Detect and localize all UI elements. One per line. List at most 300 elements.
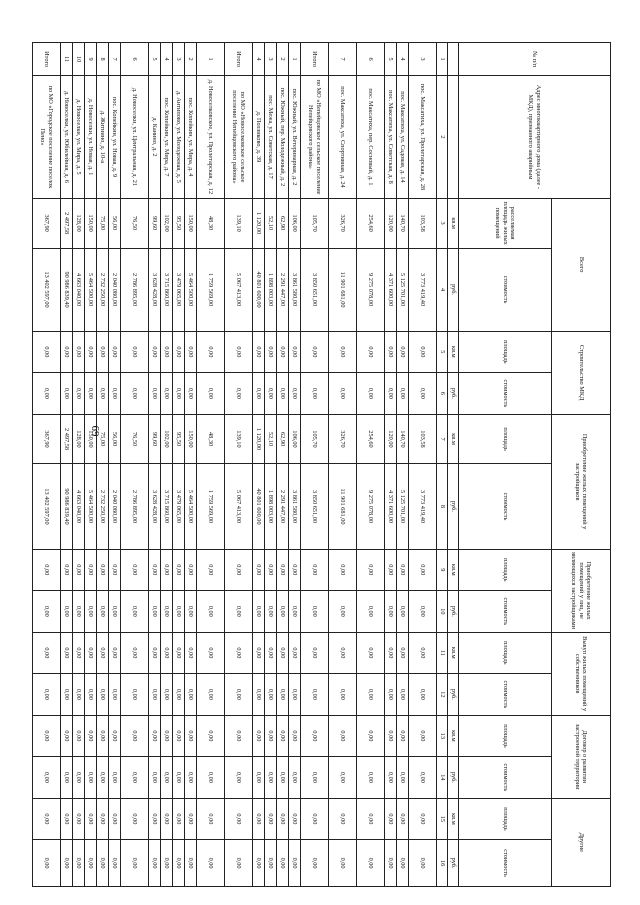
- total-cost-cell: 2 291 447,00: [277, 248, 289, 331]
- subheader-cost: стоимость: [459, 591, 552, 633]
- address-cell: пос. Межа, ул. Советская, д. 17: [265, 76, 277, 198]
- other-value-cell: 0,00: [253, 840, 265, 887]
- resettled-area-cell: 140,70: [397, 198, 409, 248]
- other-value-cell: 0,00: [161, 549, 173, 591]
- other-value-cell: 0,00: [357, 632, 385, 674]
- purchase-cost-cell: 3 479 065,00: [173, 464, 185, 549]
- other-value-cell: 0,00: [149, 715, 161, 757]
- other-value-cell: 0,00: [409, 757, 437, 799]
- purchase-area-cell: 99,60: [149, 414, 161, 464]
- total-cost-cell: 5 067 413,00: [225, 248, 253, 331]
- address-cell: пос. Копейкин, ул. Мира, д. 4: [185, 76, 197, 198]
- column-number-cell: 1: [437, 43, 448, 76]
- other-value-cell: 0,00: [301, 591, 329, 633]
- resettled-area-cell: 95,50: [173, 198, 185, 248]
- other-value-cell: 0,00: [329, 715, 357, 757]
- unit-cell: кв.м: [448, 414, 459, 464]
- other-value-cell: 0,00: [33, 591, 61, 633]
- address-cell: д. Ползиково, д. 39: [253, 76, 265, 198]
- other-value-cell: 0,00: [73, 798, 85, 840]
- construction-cost-cell: 0,00: [73, 373, 85, 415]
- resettled-area-cell: 103,58: [409, 198, 437, 248]
- purchase-cost-cell: 3 715 860,00: [161, 464, 173, 549]
- purchase-area-cell: 140,70: [397, 414, 409, 464]
- purchase-cost-cell: 1 759 569,00: [197, 464, 225, 549]
- other-value-cell: 0,00: [289, 757, 301, 799]
- row-number: 7: [329, 43, 357, 76]
- other-value-cell: 0,00: [265, 549, 277, 591]
- construction-area-cell: 0,00: [329, 331, 357, 373]
- other-value-cell: 0,00: [329, 674, 357, 716]
- resettled-area-cell: 367,90: [33, 198, 61, 248]
- other-value-cell: 0,00: [277, 798, 289, 840]
- other-value-cell: 0,00: [409, 591, 437, 633]
- other-value-cell: 0,00: [409, 715, 437, 757]
- construction-cost-cell: 0,00: [85, 373, 97, 415]
- total-cost-cell: 5 464 500,00: [185, 248, 197, 331]
- other-value-cell: 0,00: [85, 757, 97, 799]
- construction-area-cell: 0,00: [61, 331, 73, 373]
- other-value-cell: 0,00: [329, 591, 357, 633]
- other-value-cell: 0,00: [109, 549, 121, 591]
- address-cell: пос. Максатиха, пер. Сосновый, д. 1: [357, 76, 385, 198]
- total-cost-cell: 40 801 600,00: [253, 248, 265, 331]
- unit-cell: руб.: [448, 464, 459, 549]
- other-value-cell: 0,00: [225, 591, 253, 633]
- other-value-cell: 0,00: [85, 632, 97, 674]
- purchase-cost-cell: 2 040 080,00: [109, 464, 121, 549]
- other-value-cell: 0,00: [253, 591, 265, 633]
- table-row: [73, 43, 85, 887]
- construction-area-cell: 0,00: [301, 331, 329, 373]
- construction-cost-cell: 0,00: [329, 373, 357, 415]
- other-value-cell: 0,00: [33, 632, 61, 674]
- total-cost-cell: 3 715 860,00: [161, 248, 173, 331]
- construction-area-cell: 0,00: [385, 331, 397, 373]
- construction-area-cell: 0,00: [185, 331, 197, 373]
- address-cell: пос. Копейкин, ул. Новая, д. 9: [109, 76, 121, 198]
- other-value-cell: 0,00: [329, 549, 357, 591]
- other-value-cell: 0,00: [277, 715, 289, 757]
- other-value-cell: 0,00: [161, 715, 173, 757]
- column-number-cell: 11: [437, 632, 448, 674]
- purchase-area-cell: 95,50: [173, 414, 185, 464]
- row-number: 4: [397, 43, 409, 76]
- other-value-cell: 0,00: [225, 757, 253, 799]
- purchase-area-cell: 150,00: [85, 414, 97, 464]
- construction-area-cell: 0,00: [85, 331, 97, 373]
- other-value-cell: 0,00: [97, 674, 109, 716]
- unit-cell: руб.: [448, 248, 459, 331]
- column-number-cell: 15: [437, 798, 448, 840]
- total-cost-cell: 4 663 040,00: [73, 248, 85, 331]
- construction-area-cell: 0,00: [197, 331, 225, 373]
- row-number: 4: [161, 43, 173, 76]
- row-number: Итого: [33, 43, 61, 76]
- subheader-resettled-area: расселяемая площадь жилых помещений: [459, 198, 552, 248]
- other-value-cell: 0,00: [61, 715, 73, 757]
- purchase-area-cell: 367,90: [33, 414, 61, 464]
- unit-cell: руб.: [448, 674, 459, 716]
- construction-area-cell: 0,00: [253, 331, 265, 373]
- resettled-area-cell: 150,00: [85, 198, 97, 248]
- address-cell: пос. Южный, пер. Молодежный, д. 2: [277, 76, 289, 198]
- construction-area-cell: 0,00: [149, 331, 161, 373]
- table-row: [121, 43, 149, 887]
- purchase-area-cell: 52,10: [265, 414, 277, 464]
- other-value-cell: 0,00: [265, 674, 277, 716]
- table-row: [197, 43, 225, 887]
- construction-cost-cell: 0,00: [197, 373, 225, 415]
- other-value-cell: 0,00: [329, 798, 357, 840]
- subheader-area: площадь: [459, 414, 552, 464]
- address-cell: пос. Максатиха, ул. Советская, д. 8: [385, 76, 397, 198]
- purchase-area-cell: 105,70: [301, 414, 329, 464]
- header-num: № п/п: [459, 43, 611, 76]
- unit-cell: кв.м: [448, 549, 459, 591]
- address-cell: д. Канино, д. 2: [149, 76, 161, 198]
- total-cost-cell: 3 479 065,00: [173, 248, 185, 331]
- construction-cost-cell: 0,00: [109, 373, 121, 415]
- purchase-area-cell: 150,00: [185, 414, 197, 464]
- other-value-cell: 0,00: [289, 549, 301, 591]
- purchase-cost-cell: 3 773 419,40: [409, 464, 437, 549]
- purchase-cost-cell: 5 067 413,00: [225, 464, 253, 549]
- table-row: [149, 43, 161, 887]
- purchase-area-cell: 56,00: [109, 414, 121, 464]
- other-value-cell: 0,00: [85, 674, 97, 716]
- units-row: [448, 43, 459, 887]
- header-purchase-developers: Приобретение жилых помещений у застройщиков: [552, 414, 611, 549]
- construction-area-cell: 0,00: [357, 331, 385, 373]
- other-value-cell: 0,00: [225, 715, 253, 757]
- other-value-cell: 0,00: [265, 798, 277, 840]
- other-value-cell: 0,00: [265, 632, 277, 674]
- other-value-cell: 0,00: [277, 840, 289, 887]
- total-row: [301, 43, 329, 887]
- other-value-cell: 0,00: [357, 549, 385, 591]
- other-value-cell: 0,00: [149, 632, 161, 674]
- other-value-cell: 0,00: [289, 840, 301, 887]
- total-row: [33, 43, 61, 887]
- row-number: Итого: [301, 43, 329, 76]
- address-cell: пос. Копейкин, ул. Мира, д. 7: [161, 76, 173, 198]
- other-value-cell: 0,00: [385, 757, 397, 799]
- row-number: 1: [197, 43, 225, 76]
- other-value-cell: 0,00: [73, 715, 85, 757]
- column-number-cell: 2: [437, 76, 448, 198]
- construction-cost-cell: 0,00: [161, 373, 173, 415]
- total-cost-cell: 1 898 003,00: [265, 248, 277, 331]
- other-value-cell: 0,00: [397, 715, 409, 757]
- resettled-area-cell: 106,00: [289, 198, 301, 248]
- subheader-cost: стоимость: [459, 464, 552, 549]
- unit-cell: кв.м: [448, 198, 459, 248]
- purchase-area-cell: 76,50: [121, 414, 149, 464]
- other-value-cell: 0,00: [33, 840, 61, 887]
- other-value-cell: 0,00: [61, 674, 73, 716]
- other-value-cell: 0,00: [409, 549, 437, 591]
- column-number-cell: 3: [437, 198, 448, 248]
- other-value-cell: 0,00: [173, 840, 185, 887]
- header-construction: Строительство МКД: [552, 331, 611, 414]
- resettlement-table: [32, 42, 611, 887]
- other-value-cell: 0,00: [33, 715, 61, 757]
- other-value-cell: 0,00: [253, 549, 265, 591]
- other-value-cell: 0,00: [73, 591, 85, 633]
- other-value-cell: 0,00: [61, 632, 73, 674]
- other-value-cell: 0,00: [385, 591, 397, 633]
- total-cost-cell: 3 628 428,00: [149, 248, 161, 331]
- other-value-cell: 0,00: [197, 798, 225, 840]
- other-value-cell: 0,00: [61, 840, 73, 887]
- table-row: [97, 43, 109, 887]
- other-value-cell: 0,00: [385, 549, 397, 591]
- other-value-cell: 0,00: [173, 798, 185, 840]
- table-row: [409, 43, 437, 887]
- other-value-cell: 0,00: [109, 715, 121, 757]
- other-value-cell: 0,00: [253, 757, 265, 799]
- other-value-cell: 0,00: [97, 757, 109, 799]
- construction-area-cell: 0,00: [97, 331, 109, 373]
- construction-area-cell: 0,00: [109, 331, 121, 373]
- total-cost-cell: 2 732 250,00: [97, 248, 109, 331]
- construction-cost-cell: 0,00: [185, 373, 197, 415]
- other-value-cell: 0,00: [109, 632, 121, 674]
- column-number-cell: 16: [437, 840, 448, 887]
- address-cell: пос. Южный, ул. Ветеринарная, д. 2: [289, 76, 301, 198]
- total-cost-cell: 9 275 078,00: [357, 248, 385, 331]
- purchase-cost-cell: 13 402 597,00: [33, 464, 61, 549]
- column-number-cell: 8: [437, 464, 448, 549]
- other-value-cell: 0,00: [185, 591, 197, 633]
- other-value-cell: 0,00: [397, 798, 409, 840]
- construction-cost-cell: 0,00: [409, 373, 437, 415]
- other-value-cell: 0,00: [357, 840, 385, 887]
- column-number-cell: 4: [437, 248, 448, 331]
- other-value-cell: 0,00: [149, 591, 161, 633]
- purchase-area-cell: 106,00: [289, 414, 301, 464]
- construction-area-cell: 0,00: [409, 331, 437, 373]
- construction-cost-cell: 0,00: [301, 373, 329, 415]
- purchase-cost-cell: 2 291 447,00: [277, 464, 289, 549]
- purchase-cost-cell: 5 464 500,00: [185, 464, 197, 549]
- subheader-area: площадь: [459, 549, 552, 591]
- purchase-cost-cell: 9 275 078,00: [357, 464, 385, 549]
- row-number: 1: [289, 43, 301, 76]
- subheader-cost: стоимость: [459, 840, 552, 887]
- other-value-cell: 0,00: [97, 798, 109, 840]
- other-value-cell: 0,00: [85, 549, 97, 591]
- construction-area-cell: 0,00: [161, 331, 173, 373]
- resettled-area-cell: 62,90: [277, 198, 289, 248]
- other-value-cell: 0,00: [73, 757, 85, 799]
- other-value-cell: 0,00: [109, 674, 121, 716]
- other-value-cell: 0,00: [301, 632, 329, 674]
- address-cell: пос. Максатиха, ул. Спортивная, д. 24: [329, 76, 357, 198]
- purchase-cost-cell: 2 786 895,00: [121, 464, 149, 549]
- total-cost-cell: 90 986 839,40: [61, 248, 73, 331]
- total-cost-cell: 3 861 580,00: [289, 248, 301, 331]
- purchase-area-cell: 326,70: [329, 414, 357, 464]
- resettled-area-cell: 76,50: [121, 198, 149, 248]
- other-value-cell: 0,00: [61, 549, 73, 591]
- row-number: 3: [409, 43, 437, 76]
- resettled-area-cell: 99,60: [149, 198, 161, 248]
- unit-cell: руб.: [448, 840, 459, 887]
- address-cell: д. Антипово, ул. Молодежная, д. 5: [173, 76, 185, 198]
- other-value-cell: 0,00: [97, 632, 109, 674]
- construction-cost-cell: 0,00: [289, 373, 301, 415]
- address-cell: д. Новоселки, ул. Юбилейная, д. 6: [61, 76, 73, 198]
- other-value-cell: 0,00: [409, 632, 437, 674]
- resettled-area-cell: 150,00: [185, 198, 197, 248]
- table-row: [397, 43, 409, 887]
- construction-cost-cell: 0,00: [357, 373, 385, 415]
- other-value-cell: 0,00: [197, 674, 225, 716]
- other-value-cell: 0,00: [301, 674, 329, 716]
- construction-cost-cell: 0,00: [97, 373, 109, 415]
- construction-cost-cell: 0,00: [121, 373, 149, 415]
- construction-cost-cell: 0,00: [173, 373, 185, 415]
- other-value-cell: 0,00: [85, 591, 97, 633]
- other-value-cell: 0,00: [301, 715, 329, 757]
- other-value-cell: 0,00: [277, 674, 289, 716]
- other-value-cell: 0,00: [185, 632, 197, 674]
- other-value-cell: 0,00: [265, 591, 277, 633]
- total-cost-cell: 5 464 500,00: [85, 248, 97, 331]
- total-row: [225, 43, 253, 887]
- other-value-cell: 0,00: [253, 632, 265, 674]
- other-value-cell: 0,00: [385, 715, 397, 757]
- other-value-cell: 0,00: [97, 549, 109, 591]
- row-number: 4: [253, 43, 265, 76]
- total-cost-cell: 2 040 080,00: [109, 248, 121, 331]
- other-value-cell: 0,00: [329, 757, 357, 799]
- other-value-cell: 0,00: [109, 757, 121, 799]
- row-number: 10: [73, 43, 85, 76]
- other-value-cell: 0,00: [329, 632, 357, 674]
- table-row: [85, 43, 97, 887]
- other-value-cell: 0,00: [161, 674, 173, 716]
- unit-cell: кв.м: [448, 798, 459, 840]
- construction-area-cell: 0,00: [121, 331, 149, 373]
- other-value-cell: 0,00: [289, 798, 301, 840]
- purchase-area-cell: 1 120,00: [253, 414, 265, 464]
- other-value-cell: 0,00: [357, 674, 385, 716]
- column-number-cell: 7: [437, 414, 448, 464]
- unit-cell: [448, 76, 459, 198]
- table-row: [109, 43, 121, 887]
- other-value-cell: 0,00: [197, 591, 225, 633]
- construction-area-cell: 0,00: [33, 331, 61, 373]
- other-value-cell: 0,00: [121, 798, 149, 840]
- subheader-area: площадь: [459, 798, 552, 840]
- other-value-cell: 0,00: [85, 715, 97, 757]
- construction-cost-cell: 0,00: [225, 373, 253, 415]
- other-value-cell: 0,00: [33, 549, 61, 591]
- other-value-cell: 0,00: [185, 840, 197, 887]
- table-row: [289, 43, 301, 887]
- other-value-cell: 0,00: [277, 591, 289, 633]
- other-value-cell: 0,00: [289, 591, 301, 633]
- resettled-area-cell: 139,10: [225, 198, 253, 248]
- table-row: [185, 43, 197, 887]
- resettled-area-cell: 254,60: [357, 198, 385, 248]
- other-value-cell: 0,00: [161, 798, 173, 840]
- resettled-area-cell: 2 497,58: [61, 198, 73, 248]
- row-number: 11: [61, 43, 73, 76]
- other-value-cell: 0,00: [265, 840, 277, 887]
- other-value-cell: 0,00: [109, 798, 121, 840]
- purchase-cost-cell: 90 986 839,40: [61, 464, 73, 549]
- other-value-cell: 0,00: [301, 840, 329, 887]
- unit-cell: руб.: [448, 591, 459, 633]
- other-value-cell: 0,00: [357, 757, 385, 799]
- other-value-cell: 0,00: [225, 798, 253, 840]
- column-number-cell: 14: [437, 757, 448, 799]
- row-number: 8: [97, 43, 109, 76]
- other-value-cell: 0,00: [185, 715, 197, 757]
- table-row: [329, 43, 357, 887]
- column-number-cell: 9: [437, 549, 448, 591]
- unit-cell: кв.м: [448, 331, 459, 373]
- resettled-area-cell: 128,00: [73, 198, 85, 248]
- purchase-area-cell: 139,10: [225, 414, 253, 464]
- table-row: [173, 43, 185, 887]
- page-number: 69: [89, 425, 101, 437]
- other-value-cell: 0,00: [173, 549, 185, 591]
- other-value-cell: 0,00: [301, 798, 329, 840]
- other-value-cell: 0,00: [385, 632, 397, 674]
- other-value-cell: 0,00: [73, 632, 85, 674]
- purchase-area-cell: 62,90: [277, 414, 289, 464]
- other-value-cell: 0,00: [97, 840, 109, 887]
- column-number-cell: 12: [437, 674, 448, 716]
- purchase-cost-cell: 1 898 003,00: [265, 464, 277, 549]
- other-value-cell: 0,00: [33, 757, 61, 799]
- construction-area-cell: 0,00: [225, 331, 253, 373]
- other-value-cell: 0,00: [185, 757, 197, 799]
- other-value-cell: 0,00: [225, 632, 253, 674]
- other-value-cell: 0,00: [197, 715, 225, 757]
- other-value-cell: 0,00: [33, 674, 61, 716]
- total-cost-cell: 3 850 651,00: [301, 248, 329, 331]
- purchase-cost-cell: 2 732 250,00: [97, 464, 109, 549]
- row-number: 5: [149, 43, 161, 76]
- table-row: [277, 43, 289, 887]
- address-cell: по МО «Городское поселение поселок Пено»: [33, 76, 61, 198]
- purchase-area-cell: 254,60: [357, 414, 385, 464]
- purchase-area-cell: 48,30: [197, 414, 225, 464]
- other-value-cell: 0,00: [409, 840, 437, 887]
- other-value-cell: 0,00: [277, 549, 289, 591]
- other-value-cell: 0,00: [301, 549, 329, 591]
- other-value-cell: 0,00: [121, 549, 149, 591]
- other-value-cell: 0,00: [97, 715, 109, 757]
- other-value-cell: 0,00: [149, 840, 161, 887]
- other-value-cell: 0,00: [173, 591, 185, 633]
- subheader-area: площадь: [459, 632, 552, 674]
- other-value-cell: 0,00: [197, 840, 225, 887]
- other-value-cell: 0,00: [61, 591, 73, 633]
- construction-area-cell: 0,00: [173, 331, 185, 373]
- unit-cell: руб.: [448, 373, 459, 415]
- construction-cost-cell: 0,00: [149, 373, 161, 415]
- construction-area-cell: 0,00: [289, 331, 301, 373]
- construction-area-cell: 0,00: [397, 331, 409, 373]
- other-value-cell: 0,00: [97, 591, 109, 633]
